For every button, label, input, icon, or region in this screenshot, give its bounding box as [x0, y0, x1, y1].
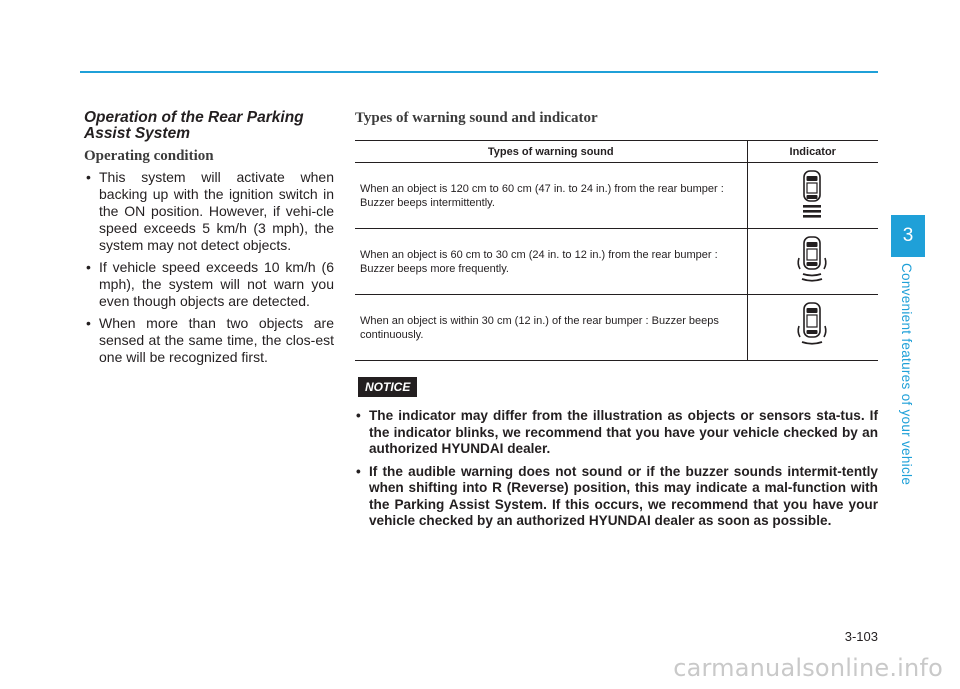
- car-rear-sensor-far-icon: [792, 168, 832, 224]
- warning-description: When an object is 60 cm to 30 cm (24 in. to 12 in.) from the rear bumper : Buzzer beeps more frequently.: [355, 229, 747, 295]
- warning-table: [355, 140, 878, 361]
- car-rear-sensor-near-icon: [792, 300, 832, 356]
- condition-list: [84, 169, 334, 366]
- watermark: carmanualsonline.info: [673, 654, 943, 682]
- section-title: Operation of the Rear Parking Assist System: [84, 109, 304, 142]
- list-item: • The indicator may differ from the illustration as objects or sensors sta-tus. If the indicator blinks, we recommend that you have your vehicle checked by an authorized HYUNDAI dealer.: [355, 408, 878, 458]
- top-rule: [80, 71, 878, 73]
- table-row: [355, 295, 878, 361]
- column-header-warning-sound: Types of warning sound: [355, 141, 747, 163]
- list-item: • If vehicle speed exceeds 10 km/h (6 mph), the system will not warn you even though objects are detected.: [84, 259, 334, 310]
- operating-condition-heading: Operating condition: [84, 148, 214, 164]
- table-header-row: [355, 141, 878, 163]
- indicator-cell: [747, 229, 878, 295]
- table-row: [355, 229, 878, 295]
- right-column: [355, 110, 878, 536]
- car-rear-sensor-mid-icon: [792, 234, 832, 290]
- column-header-indicator: Indicator: [747, 141, 878, 163]
- left-column: [84, 110, 334, 371]
- warning-description: When an object is within 30 cm (12 in.) of the rear bumper : Buzzer beeps continuously.: [355, 295, 747, 361]
- table-row: [355, 163, 878, 229]
- indicator-cell: [747, 163, 878, 229]
- table-title: Types of warning sound and indicator: [355, 110, 598, 126]
- notice-badge: NOTICE: [358, 377, 417, 397]
- list-item: • This system will activate when backing up with the ignition switch in the ON position. However, if vehi-cle speed exceeds 5 km/h (3 mph), the system may not detect objects.: [84, 169, 334, 254]
- chapter-number: 3: [902, 225, 914, 246]
- warning-description: When an object is 120 cm to 60 cm (47 in. to 24 in.) from the rear bumper : Buzzer beeps intermittently.: [355, 163, 747, 229]
- chapter-title: Convenient features of your vehicle: [899, 263, 914, 486]
- indicator-cell: [747, 295, 878, 361]
- list-item: • If the audible warning does not sound or if the buzzer sounds intermit-tently when shifting into R (Reverse) position, this may indicate a mal-function with the Parking Assist System. If this occurs, we recommend that you have your vehicle checked by an authorized HYUNDAI dealer as soon as possible.: [355, 464, 878, 530]
- chapter-tab: [891, 215, 925, 257]
- list-item: • When more than two objects are sensed at the same time, the clos-est one will be recognized first.: [84, 315, 334, 366]
- notice-list: [355, 408, 878, 530]
- page-number: 3-103: [844, 629, 878, 644]
